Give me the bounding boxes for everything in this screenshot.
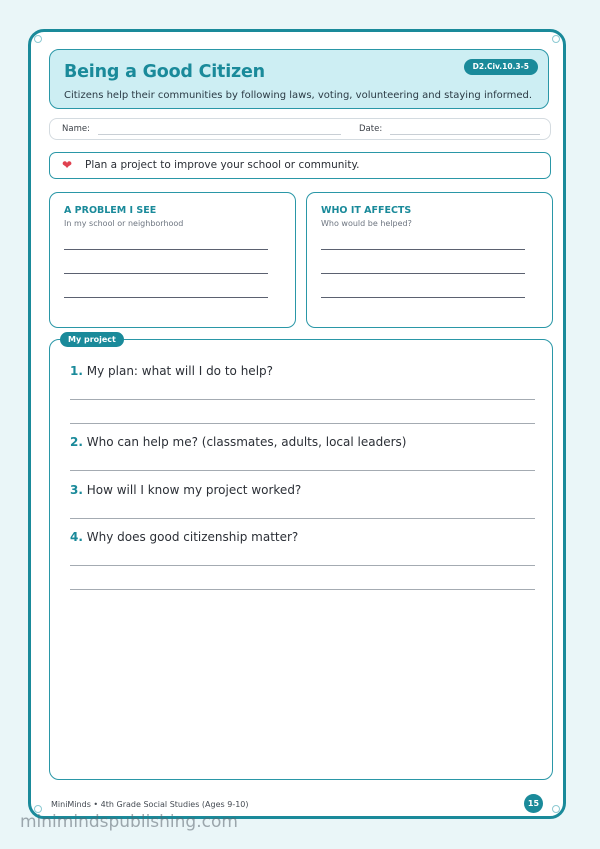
page-number: 15: [524, 794, 543, 813]
writing-line[interactable]: [321, 273, 525, 274]
affects-box-subtitle: Who would be helped?: [321, 219, 412, 228]
date-label: Date:: [359, 124, 383, 134]
question-3: [70, 483, 301, 497]
question-number: 3.: [70, 483, 83, 497]
writing-line[interactable]: [64, 273, 268, 274]
question-2: [70, 435, 406, 449]
question-4: [70, 530, 298, 544]
date-field[interactable]: [390, 134, 540, 135]
writing-line[interactable]: [321, 249, 525, 250]
page-subtitle: Citizens help their communities by following laws, voting, volunteering and staying informed.: [64, 90, 533, 101]
answer-line[interactable]: [70, 470, 535, 471]
project-tab-label: My project: [60, 332, 124, 347]
writing-line[interactable]: [64, 297, 268, 298]
standard-badge: D2.Civ.10.3-5: [464, 59, 538, 75]
question-text: Why does good citizenship matter?: [86, 530, 299, 544]
task-text: Plan a project to improve your school or community.: [85, 159, 360, 171]
problem-box-subtitle: In my school or neighborhood: [64, 219, 184, 228]
corner-dot: [34, 35, 42, 43]
name-label: Name:: [62, 124, 90, 134]
question-text: Who can help me? (classmates, adults, local leaders): [86, 435, 407, 449]
heart-icon: ❤: [62, 158, 73, 172]
header-panel: [49, 49, 549, 109]
answer-line[interactable]: [70, 589, 535, 590]
question-1: [70, 364, 273, 378]
corner-dot: [552, 35, 560, 43]
writing-line[interactable]: [321, 297, 525, 298]
question-text: My plan: what will I do to help?: [86, 364, 274, 378]
affects-box: [306, 192, 553, 328]
task-banner: [49, 152, 551, 179]
name-field[interactable]: [98, 134, 341, 135]
answer-line[interactable]: [70, 518, 535, 519]
question-number: 2.: [70, 435, 83, 449]
writing-line[interactable]: [64, 249, 268, 250]
answer-line[interactable]: [70, 565, 535, 566]
problem-box: [49, 192, 296, 328]
name-date-bar: [49, 118, 551, 140]
affects-box-title: WHO IT AFFECTS: [321, 205, 412, 216]
question-number: 4.: [70, 530, 83, 544]
question-number: 1.: [70, 364, 83, 378]
question-text: How will I know my project worked?: [86, 483, 302, 497]
corner-dot: [552, 805, 560, 813]
watermark: minimindspublishing.com: [20, 812, 238, 832]
page-title: Being a Good Citizen: [64, 62, 265, 82]
worksheet-page: [28, 29, 566, 819]
answer-line[interactable]: [70, 423, 535, 424]
answer-line[interactable]: [70, 399, 535, 400]
footer-text: MiniMinds • 4th Grade Social Studies (Ages 9-10): [51, 800, 249, 809]
problem-box-title: A PROBLEM I SEE: [64, 205, 157, 216]
project-box: [49, 339, 553, 780]
